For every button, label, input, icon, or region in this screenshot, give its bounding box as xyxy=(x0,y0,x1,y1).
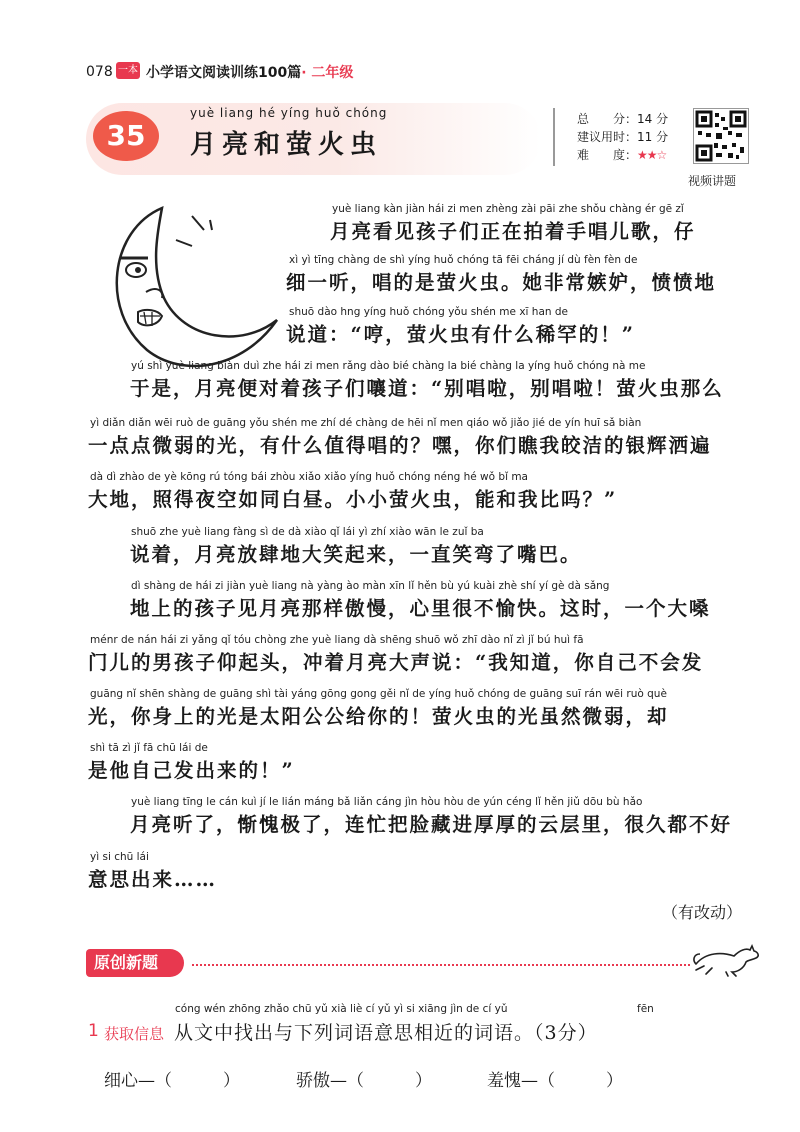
text-line: 说着，月亮放肆地大笑起来，一直笑弯了嘴巴。 xyxy=(130,543,582,566)
pinyin-line: shuō dào hng yíng huǒ chóng yǒu shén me xī han de xyxy=(289,306,568,318)
lesson-number: 35 xyxy=(93,111,159,161)
pinyin-line: shuō zhe yuè liang fàng sì de dà xiào qǐ lái yì zhí xiào wān le zuǐ ba xyxy=(131,526,484,538)
question-text: 从文中找出与下列词语意思相近的词语。（3分） xyxy=(174,1022,598,1044)
series-name: 小学语文阅读训练100篇 xyxy=(146,65,302,81)
pinyin-line: guāng nǐ shēn shàng de guāng shì tài yáng gōng gong gěi nǐ de yíng huǒ chóng de guāng suī rán wēi ruò què xyxy=(90,688,667,700)
text-line: 一点点微弱的光，有什么值得唱的？嘿，你们瞧我皎洁的银辉洒遍 xyxy=(88,434,712,457)
text-line: 月亮看见孩子们正在拍着手唱儿歌，仔 xyxy=(330,220,696,243)
answer-blank-2[interactable]: 骄傲—（ ） xyxy=(296,1071,432,1091)
section-badge: 原创新题 xyxy=(86,949,184,977)
text-line: 门儿的男孩子仰起头，冲着月亮大声说：“我知道，你自己不会发 xyxy=(88,651,704,674)
pinyin-line: xì yì tīng chàng de shì yíng huǒ chóng tā fēi cháng jí dù fèn fèn de xyxy=(289,254,638,266)
cat-icon xyxy=(692,942,762,982)
grade-label: · 二年级 xyxy=(301,65,354,81)
text-line: 大地，照得夜空如同白昼。小小萤火虫，能和我比吗？” xyxy=(88,488,618,511)
text-line: 意思出来…… xyxy=(88,868,218,891)
pinyin-line: yuè liang tīng le cán kuì jí le lián máng bǎ liǎn cáng jìn hòu hòu de yún céng lǐ hěn jiǔ dōu bù hǎo xyxy=(131,796,643,808)
pinyin-line: yì si chū lái xyxy=(90,851,149,863)
question-tag: 获取信息 xyxy=(104,1025,165,1043)
moon-illustration xyxy=(92,200,292,384)
pinyin-line: yuè liang kàn jiàn hái zi men zhèng zài pāi zhe shǒu chàng ér gē zǐ xyxy=(332,203,684,215)
pinyin-line: dà dì zhào de yè kōng rú tóng bái zhòu xiǎo xiǎo yíng huǒ chóng néng hé wǒ bǐ ma xyxy=(90,471,528,483)
text-line: 于是，月亮便对着孩子们嚷道：“别唱啦，别唱啦！萤火虫那么 xyxy=(130,377,724,400)
text-line: 月亮听了，惭愧极了，连忙把脸藏进厚厚的云层里，很久都不好 xyxy=(130,813,733,836)
suggested-time: 建议用时：11 分 xyxy=(577,130,669,144)
text-line: 说道：“哼，萤火虫有什么稀罕的！” xyxy=(286,323,635,346)
answer-blank-3[interactable]: 羞愧—（ ） xyxy=(487,1071,623,1091)
text-line: 是他自己发出来的！” xyxy=(88,759,295,782)
pinyin-line: yì diǎn diǎn wēi ruò de guāng yǒu shén me zhí dé chàng de hēi nǐ men qiáo wǒ jiǎo jié de yín huī sǎ biàn xyxy=(90,417,642,429)
pinyin-line: yú shì yuè liang biàn duì zhe hái zi men rǎng dào bié chàng la bié chàng la yíng huǒ chóng nà me xyxy=(131,360,646,372)
lesson-title: 月亮和萤火虫 xyxy=(190,130,383,160)
text-line: 光，你身上的光是太阳公公给你的！萤火虫的光虽然微弱，却 xyxy=(88,705,669,728)
difficulty-label: 难 度： xyxy=(577,148,638,162)
question-number: 1 xyxy=(88,1021,99,1041)
qr-caption: 视频讲题 xyxy=(688,174,737,188)
pinyin-line: shì tā zì jǐ fā chū lái de xyxy=(90,742,208,754)
question-pinyin: cóng wén zhōng zhǎo chū yǔ xià liè cí yǔ yì si xiāng jìn de cí yǔ xyxy=(175,1003,508,1015)
pinyin-line: ménr de nán hái zi yǎng qǐ tóu chòng zhe yuè liang dà shēng shuō wǒ zhī dào nǐ zì jǐ bú huì fā xyxy=(90,634,584,646)
adaptation-note: （有改动） xyxy=(662,903,743,922)
text-line: 地上的孩子见月亮那样傲慢，心里很不愉快。这时，一个大嗓 xyxy=(130,597,711,620)
series-title xyxy=(146,62,353,82)
pinyin-line: dì shàng de hái zi jiàn yuè liang nà yàng ào màn xīn lǐ hěn bù yú kuài zhè shí yí gè dà sǎng xyxy=(131,580,610,592)
brand-logo: 一本 xyxy=(116,62,140,79)
answer-blank-1[interactable]: 细心—（ ） xyxy=(104,1071,240,1091)
title-pinyin: yuè liang hé yíng huǒ chóng xyxy=(190,106,388,120)
question-pinyin-score: fēn xyxy=(637,1003,654,1015)
total-score: 总 分：14 分 xyxy=(577,112,669,126)
page-number: 078 xyxy=(86,64,113,80)
text-line: 细一听，唱的是萤火虫。她非常嫉妒，愤愤地 xyxy=(286,271,717,294)
qr-code[interactable] xyxy=(693,108,749,164)
section-divider xyxy=(192,964,690,966)
star-icon: ★★☆ xyxy=(637,148,667,162)
info-box xyxy=(553,108,683,166)
difficulty xyxy=(577,146,666,163)
